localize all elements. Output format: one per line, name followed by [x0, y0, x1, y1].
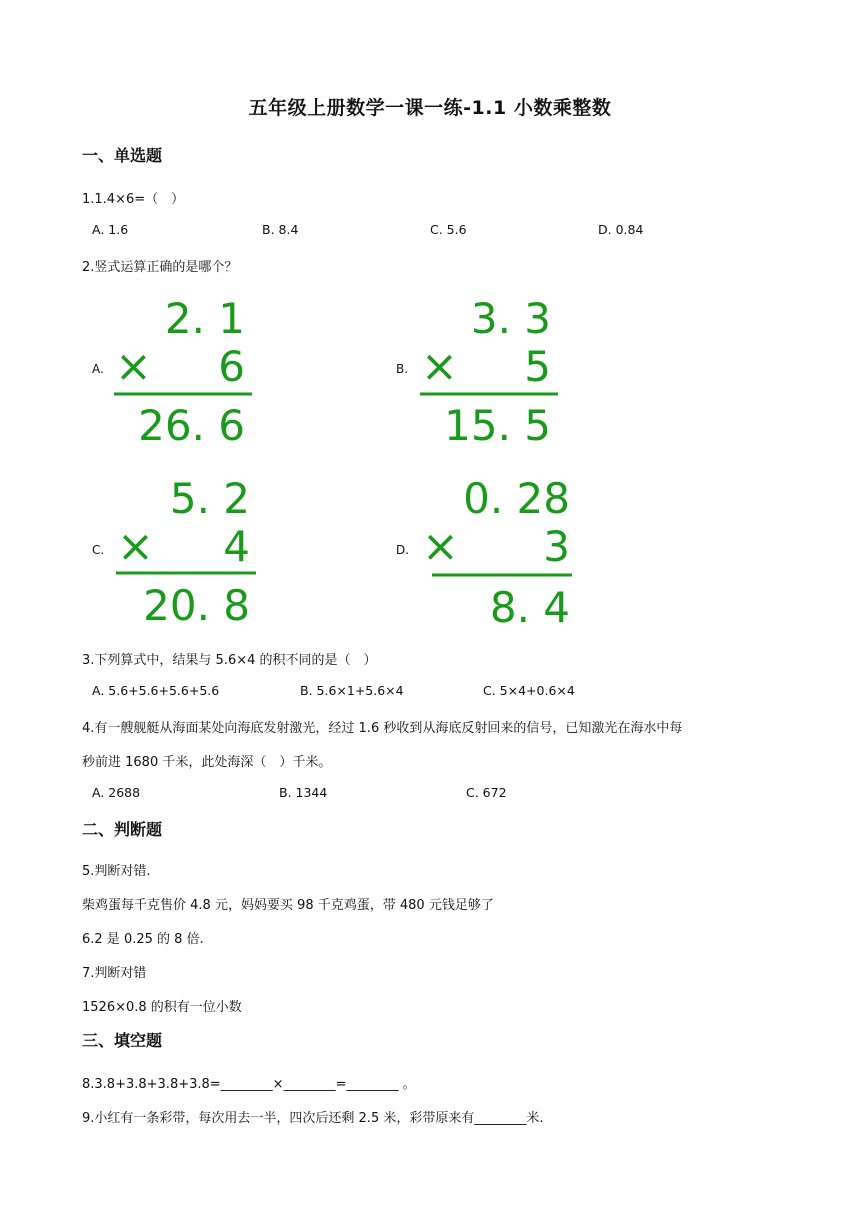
q2-option-b-label[interactable]: B.: [396, 362, 409, 376]
q2-option-d-label[interactable]: D.: [396, 543, 410, 557]
section-heading-fill-blank: 三、填空题: [82, 1031, 163, 1050]
q2-b-multiplier: 5: [524, 342, 551, 391]
q2-option-a-label[interactable]: A.: [92, 362, 104, 376]
question-5-body: 柴鸡蛋每千克售价 4.8 元，妈妈要买 98 千克鸡蛋，带 480 元钱足够了: [82, 898, 494, 913]
times-sign-icon: ×: [117, 521, 154, 572]
question-1: 1.1.4×6=（ ）: [82, 192, 185, 207]
question-3: 3.下列算式中，结果与 5.6×4 的积不同的是（ ）: [82, 653, 377, 668]
times-sign-icon: ×: [421, 341, 458, 392]
question-4-line-2: 秒前进 1680 千米，此处海深（ ）千米。: [82, 755, 332, 770]
q2-c-multiplier: 4: [223, 522, 250, 571]
q2-b-result: 15. 5: [444, 401, 551, 450]
q1-option-d[interactable]: D. 0.84: [598, 222, 644, 237]
q3-option-c[interactable]: C. 5×4+0.6×4: [483, 683, 575, 698]
q3-option-a[interactable]: A. 5.6+5.6+5.6+5.6: [92, 683, 220, 698]
question-4-line-1: 4.有一艘舰艇从海面某处向海底发射激光，经过 1.6 秒收到从海底反射回来的信号，已知激光在海水中每: [82, 721, 683, 736]
section-heading-true-false: 二、判断题: [82, 820, 163, 839]
page-title: 五年级上册数学一课一练-1.1 小数乘整数: [248, 97, 612, 119]
q4-option-a[interactable]: A. 2688: [92, 785, 141, 800]
q3-option-b[interactable]: B. 5.6×1+5.6×4: [300, 683, 404, 698]
q1-option-a[interactable]: A. 1.6: [92, 222, 129, 237]
question-7: 7.判断对错: [82, 966, 147, 981]
q2-option-a-vertical-multiplication: [110, 288, 260, 448]
q4-option-b[interactable]: B. 1344: [279, 785, 328, 800]
q2-b-top-number: 3. 3: [470, 294, 551, 343]
q2-option-b-vertical-multiplication: [416, 288, 566, 448]
q2-a-top-number: 2. 1: [164, 294, 245, 343]
q2-option-c-label[interactable]: C.: [92, 543, 105, 557]
q2-d-result: 8. 4: [489, 583, 570, 632]
q1-option-c[interactable]: C. 5.6: [430, 222, 467, 237]
question-2: 2.竖式运算正确的是哪个？: [82, 260, 238, 275]
question-5: 5.判断对错.: [82, 864, 151, 879]
q4-option-c[interactable]: C. 672: [466, 785, 507, 800]
q2-option-d-vertical-multiplication: [418, 468, 578, 632]
q2-option-c-vertical-multiplication: [112, 468, 262, 628]
question-9: 9.小红有一条彩带，每次用去一半，四次后还剩 2.5 米，彩带原来有________米.: [82, 1111, 544, 1126]
q2-d-multiplier: 3: [543, 522, 570, 571]
section-heading-single-choice: 一、单选题: [82, 146, 163, 165]
question-8: 8.3.8+3.8+3.8+3.8=________×________=________ 。: [82, 1077, 416, 1092]
times-sign-icon: ×: [115, 341, 152, 392]
q2-a-result: 26. 6: [138, 401, 245, 450]
q2-c-result: 20. 8: [143, 581, 250, 630]
question-7-body: 1526×0.8 的积有一位小数: [82, 1000, 242, 1015]
q2-d-top-number: 0. 28: [463, 474, 570, 523]
question-6: 6.2 是 0.25 的 8 倍.: [82, 932, 204, 947]
q1-option-b[interactable]: B. 8.4: [262, 222, 299, 237]
times-sign-icon: ×: [422, 521, 459, 572]
q2-a-multiplier: 6: [218, 342, 245, 391]
q2-c-top-number: 5. 2: [169, 474, 250, 523]
